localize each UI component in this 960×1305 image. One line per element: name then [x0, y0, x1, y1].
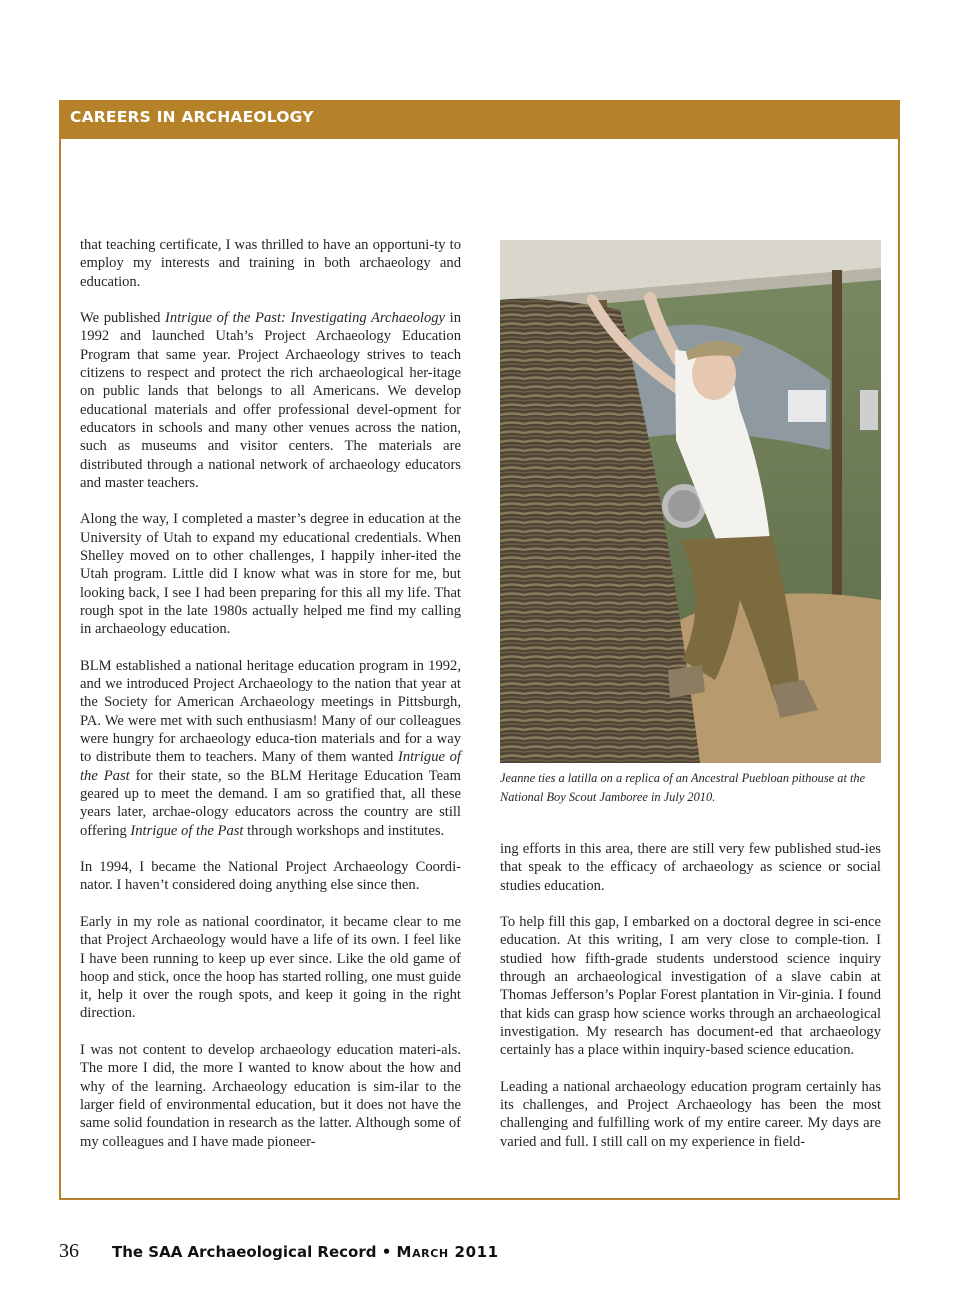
- book-title: Intrigue of the Past: [80, 749, 461, 784]
- right-column: [500, 840, 881, 1169]
- paragraph: Along the way, I completed a master’s degree in education at the University of Utah to expand my educational credentials. When Shelley moved on to other challenges, I happily inher-ited the Utah program. Little did I know what was in store for me, but looking back, I see I had been preparing for this all my life. That rough spot in the late 1980s actually helped me find my calling in archaeology education.: [80, 511, 461, 638]
- left-column: [80, 236, 461, 1169]
- paragraph: BLM established a national heritage education program in 1992, and we introduced Project Archaeology to the nation that year at the Society for American Archaeology meetings in Pittsburgh, PA. We were met with such enthusiasm! Many of our colleagues were hungry for archaeology educa-tion materials and for a way to distribute them to teachers. Many of them wanted Intrigue of the Past for their state, so the BLM Heritage Education Team geared up to meet the demand. I am so gratified that, all these years later, archae-ology educators across the country are still offering Intrigue of the Past through workshops and institutes.: [80, 657, 461, 839]
- issue-date: March 2011: [396, 1243, 499, 1261]
- paragraph: ing efforts in this area, there are still very few published stud-ies that speak to the efficacy of archaeology as science or social studies education.: [500, 841, 881, 894]
- paragraph: that teaching certificate, I was thrilled to have an opportuni-ty to employ my interests and training in both archaeology and education.: [80, 237, 461, 290]
- pithouse-photo: [500, 240, 881, 763]
- paragraph: Leading a national archaeology education program certainly has its challenges, and Project Archaeology has been the most challenging and fulfilling work of my entire career. My days are varied and full. I still call on my experience in field-: [500, 1078, 881, 1150]
- book-title: Intrigue of the Past: [130, 822, 244, 839]
- paragraph: To help fill this gap, I embarked on a doctoral degree in sci-ence education. At this writing, I am very close to comple-tion. I studied how fifth-grade students understood science inquiry through an archaeological investigation of a slave cabin at Thomas Jefferson’s Poplar Forest plantation in Vir-ginia. I found that kids can grasp how science works through an archaeological investigation. My research has document-ed that archaeology certainly has a place within inquiry-based science education.: [500, 914, 881, 1059]
- page-number: 36: [59, 1240, 79, 1262]
- book-title: Intrigue of the Past: Investigating Archaeology: [165, 310, 446, 327]
- paragraph: I was not content to develop archaeology education materi-als. The more I did, the more I wanted to know about the how and why of the learning. Archaeology education is sim-ilar to the larger field of environmental education, but it does not have the same solid foundation in research as the latter. Although some of my colleagues and I have made pioneer-: [80, 1042, 461, 1150]
- journal-footer: The SAA Archaeological Record • March 2011: [112, 1243, 499, 1261]
- paragraph: We published Intrigue of the Past: Investigating Archaeology in 1992 and launched Utah’s Project Archaeology Education Program that same year. Project Archaeology strives to teach citizens to respect and protect the rich archaeological her-itage on public lands that belongs to all Americans. We develop educational materials and offer professional devel-opment for educators in schools and many other venues across the nation, such as museums and visitor centers. The materials are distributed through a national network of archaeology educators and master teachers.: [80, 310, 462, 491]
- paragraph: In 1994, I became the National Project Archaeology Coordi-nator. I haven’t considered doing anything else since then.: [80, 859, 461, 894]
- section-title: CAREERS IN ARCHAEOLOGY: [70, 108, 314, 126]
- photo-caption: Jeanne ties a latilla on a replica of an Ancestral Puebloan pithouse at the National Boy Scout Jamboree in July 2010.: [500, 771, 866, 804]
- paragraph: Early in my role as national coordinator, it became clear to me that Project Archaeology would have a life of its own. I feel like I have been running to keep up ever since. Like the old game of hoop and stick, once the hoop has started rolling, one must guide it, help it over the rough spots, and keep it going in the right direction.: [80, 913, 461, 1022]
- journal-title: The SAA Archaeological Record: [112, 1243, 377, 1261]
